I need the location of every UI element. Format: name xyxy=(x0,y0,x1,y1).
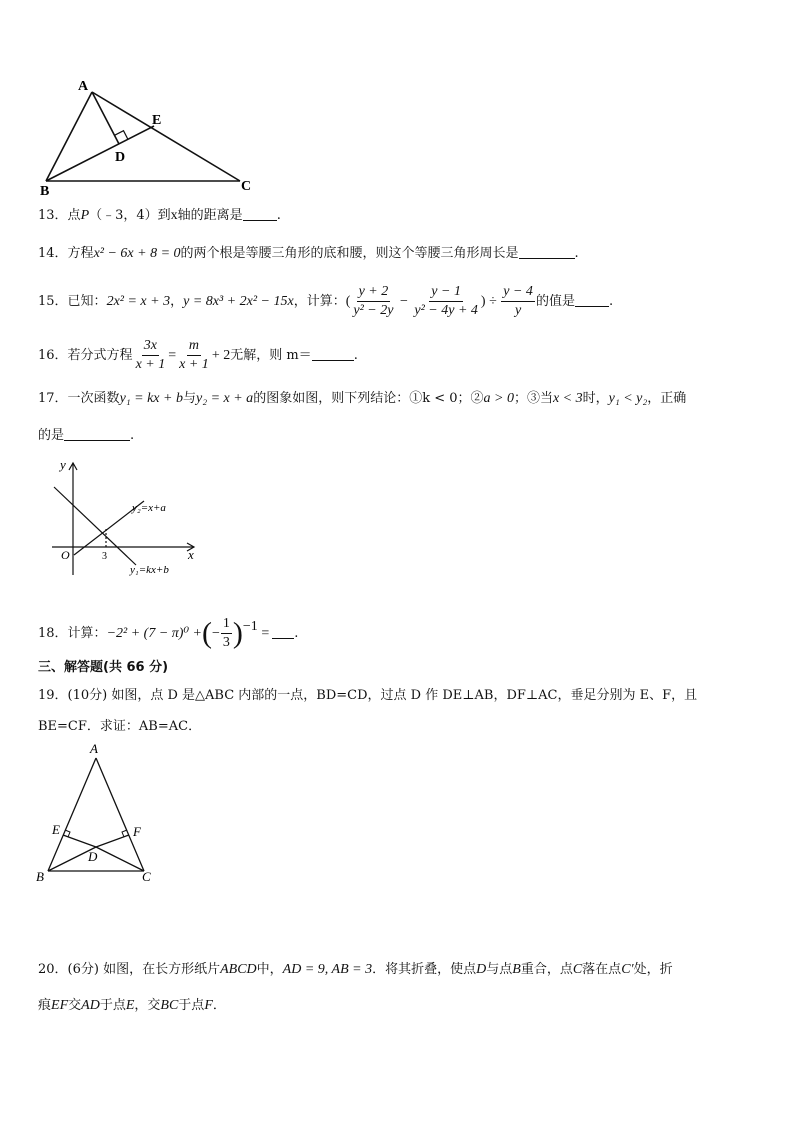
q20-abcd: ABCD xyxy=(220,962,257,977)
q13-end: . xyxy=(276,208,281,223)
label-c-q19: C xyxy=(142,869,151,884)
q18-frac-num: 1 xyxy=(221,616,232,634)
q15-text: 已知： xyxy=(67,294,107,309)
label-f-q19: F xyxy=(133,824,141,839)
q16-f2-num: m xyxy=(187,338,201,356)
q20-point-cprime: C′ xyxy=(621,962,634,977)
triangle-figure-top xyxy=(36,78,266,198)
question-17-line-1 xyxy=(38,389,686,409)
q15-f3-den: y xyxy=(514,303,522,318)
q17-cond-2: a > 0 xyxy=(483,391,514,406)
q16-tail: 无解，则 m＝ xyxy=(230,348,312,363)
x-axis-label: x xyxy=(188,547,194,562)
q15-fraction-1 xyxy=(351,284,395,319)
q20-line2e: 于点 xyxy=(178,998,205,1013)
segment-ab xyxy=(46,92,92,181)
question-19-line-1: 19．(10分) 如图，点 D 是△ABC 内部的一点，BD=CD，过点 D 作 DE⊥AB，DF⊥AC，垂足分别为 E、F，且 xyxy=(38,688,698,703)
q20-line2f: ． xyxy=(212,998,226,1013)
q18-answer-blank[interactable] xyxy=(272,624,294,639)
tick-3-label: 3 xyxy=(102,551,107,562)
q15-number: 15． xyxy=(38,294,68,309)
question-15: 15．已知：2x² = x + 3，y = 8x³ + 2x² − 15x，计算：( $\frac{y + 2}{\text{y² − 2y}}$ − $\frac{y - 1}{\text{y² − 4y + 4}}$ ) ÷ $\frac{y - 4}{y}$ 的值是 . xyxy=(38,284,614,318)
label-a: A xyxy=(78,79,89,94)
question-16 xyxy=(38,338,358,373)
q14-tail: 的两个根是等腰三角形的底和腰，则这个等腰三角形周长是 xyxy=(180,246,519,261)
q17-cond-3: ；③当 xyxy=(513,391,553,406)
q17-mid: 的图象如图，则下列结论：①k < 0；② xyxy=(253,391,484,406)
section-3-title: 三、解答题(共 66 分) xyxy=(38,660,169,675)
q16-fraction-2 xyxy=(177,338,211,373)
question-18: 18．计算：−2² + (7 − π)⁰ +(− $\frac{1}{3}$ )$^{-1}$ = . xyxy=(38,616,299,650)
q15-f3-num: y − 4 xyxy=(501,284,535,302)
q20-text6: 处，折 xyxy=(633,962,673,977)
q15-f1-num: y + 2 xyxy=(357,284,391,302)
q20-point-f: F xyxy=(204,998,213,1013)
q18-number: 18． xyxy=(38,626,68,641)
q15-fraction-3 xyxy=(501,284,535,319)
segment-ac xyxy=(92,92,240,181)
q20-point-d: D xyxy=(476,962,487,977)
q14-number: 14． xyxy=(38,246,68,261)
q14-text: 方程 xyxy=(67,246,94,261)
q17-end: . xyxy=(130,428,135,443)
q20-bc: BC xyxy=(160,998,179,1013)
q18-expr: −2² + (7 − π)⁰ + xyxy=(106,626,202,641)
q18-exponent: −1 xyxy=(242,619,258,634)
q16-end: . xyxy=(353,348,358,363)
q20-text4: 重合，点 xyxy=(520,962,573,977)
segment-cd xyxy=(96,847,144,871)
q17-cond-3b: x < 3 xyxy=(552,391,583,406)
q20-point-b: B xyxy=(512,962,521,977)
label-d-q19: D xyxy=(88,849,98,864)
q16-fraction-1 xyxy=(134,338,168,373)
q16-answer-blank[interactable] xyxy=(312,346,354,361)
linear-functions-graph xyxy=(46,455,206,583)
q17-func-1: y₁ = kx + b xyxy=(119,391,183,406)
line-y1-label: y₁=kx+b xyxy=(130,564,169,576)
origin-label: O xyxy=(61,548,70,562)
q15-f2-num: y − 1 xyxy=(429,284,463,302)
q13-point: P xyxy=(80,208,90,223)
q17-cond-3e: ，正确 xyxy=(647,391,687,406)
q16-plus: + 2 xyxy=(211,348,231,363)
q20-point-e: E xyxy=(125,998,135,1013)
q20-text3: 与点 xyxy=(486,962,513,977)
q15-tail: 的值是 xyxy=(535,294,575,309)
q14-end: . xyxy=(574,246,579,261)
q15-answer-blank[interactable] xyxy=(575,292,609,307)
y-axis-label: y xyxy=(60,457,66,472)
label-e-q19: E xyxy=(52,822,60,837)
q15-comma: ， xyxy=(170,294,184,309)
label-d: D xyxy=(115,150,126,165)
q16-equals: = xyxy=(168,348,177,363)
q16-f1-den: x + 1 xyxy=(135,357,166,372)
q18-equals: = xyxy=(261,626,270,641)
q20-line2d: ，交 xyxy=(134,998,161,1013)
q17-cond-3d: y₁ < y₂ xyxy=(608,391,648,406)
q16-f1-num: 3x xyxy=(142,338,159,356)
segment-be xyxy=(46,126,154,181)
q14-answer-blank[interactable] xyxy=(519,244,575,259)
q20-ad: AD xyxy=(81,998,100,1013)
label-e: E xyxy=(152,113,162,128)
q18-fraction xyxy=(221,616,232,651)
q13-text: 点 xyxy=(67,208,81,223)
q18-end: . xyxy=(294,626,299,641)
q16-text: 若分式方程 xyxy=(67,348,133,363)
q17-func-2: y₂ = x + a xyxy=(195,391,254,406)
segment-ac-q19 xyxy=(96,758,144,871)
q16-number: 16． xyxy=(38,348,68,363)
line-y2-label: y₂=x+a xyxy=(132,502,166,514)
q20-text5: 落在点 xyxy=(582,962,622,977)
triangle-figure-q19 xyxy=(36,740,160,888)
q13-tail: 轴的距离是 xyxy=(177,208,243,223)
question-14 xyxy=(38,244,579,264)
q18-text: 计算： xyxy=(67,626,107,641)
q13-answer-blank[interactable] xyxy=(243,206,277,221)
q20-text2: ．将其折叠，使点 xyxy=(372,962,477,977)
question-20-line-2 xyxy=(38,996,226,1016)
q20-mid: 中， xyxy=(256,962,283,977)
q17-line2: 的是 xyxy=(38,428,65,443)
q15-calc: ，计算： xyxy=(293,294,346,309)
q16-f2-den: x + 1 xyxy=(179,357,209,372)
q17-and: 与 xyxy=(182,391,196,406)
q17-cond-3c: 时， xyxy=(582,391,609,406)
q20-ef: EF xyxy=(51,998,69,1013)
q20-point-c: C xyxy=(572,962,583,977)
q13-number: 13． xyxy=(38,208,68,223)
q13-coords: （﹣3，4）到 xyxy=(89,208,171,223)
q15-f1-den: y² − 2y xyxy=(353,303,394,318)
question-19-line-2: BE=CF．求证：AB=AC． xyxy=(38,719,202,734)
q20-line2a: 痕 xyxy=(38,998,52,1013)
question-17-line-2 xyxy=(38,426,134,446)
label-b: B xyxy=(40,184,50,198)
q15-eq1: 2x² = x + 3 xyxy=(106,294,171,309)
q13-x: x xyxy=(170,208,178,223)
q20-line2c: 于点 xyxy=(99,998,126,1013)
q20-number: 20．(6分) 如图，在长方形纸片 xyxy=(38,962,221,977)
q18-frac-den: 3 xyxy=(222,635,230,650)
question-20-line-1 xyxy=(38,960,673,980)
q17-text: 一次函数 xyxy=(67,391,120,406)
q17-number: 17． xyxy=(38,391,68,406)
label-a-q19: A xyxy=(90,741,98,756)
q14-equation: x² − 6x + 8 = 0 xyxy=(93,246,181,261)
q17-answer-blank[interactable] xyxy=(64,426,130,441)
q15-eq2: y = 8x³ + 2x² − 15x xyxy=(183,294,294,309)
label-b-q19: B xyxy=(36,869,44,884)
q15-f2-den: y² − 4y + 4 xyxy=(414,303,478,318)
q15-end: . xyxy=(608,294,614,309)
q15-fraction-2 xyxy=(412,284,480,319)
q20-eq: AD = 9, AB = 3 xyxy=(282,962,373,977)
question-13 xyxy=(38,206,281,226)
label-c: C xyxy=(241,179,252,194)
q20-line2b: 交 xyxy=(68,998,82,1013)
